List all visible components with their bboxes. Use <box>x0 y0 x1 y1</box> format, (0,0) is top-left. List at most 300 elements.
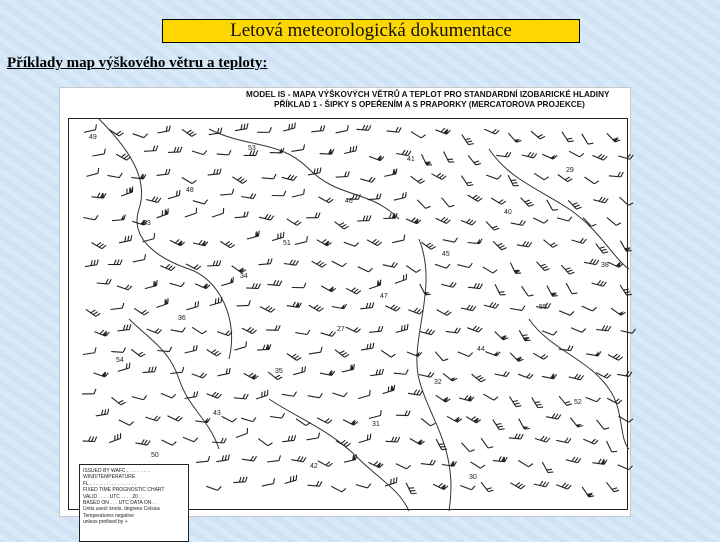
wind-barb <box>597 417 610 431</box>
wind-barb <box>569 372 584 380</box>
wind-barb <box>83 436 97 442</box>
wind-barb <box>241 192 256 199</box>
wind-barb <box>572 235 587 244</box>
wind-barb <box>593 195 608 203</box>
wind-barb <box>131 345 145 358</box>
wind-barb <box>596 368 611 379</box>
wind-barb <box>495 282 506 297</box>
temperature-label: 36 <box>178 315 186 322</box>
wind-barb <box>493 238 506 251</box>
temperature-label: 55 <box>539 304 547 311</box>
wind-barb <box>336 436 351 447</box>
wind-barb <box>396 410 410 415</box>
wind-barb <box>519 328 530 343</box>
wind-barb <box>258 435 272 447</box>
wind-barb <box>522 283 534 297</box>
wind-barb <box>396 459 411 470</box>
wind-barb <box>182 125 196 137</box>
wind-barb <box>257 344 271 350</box>
wind-barb <box>468 152 481 166</box>
wind-barb <box>532 395 543 410</box>
temperature-label: 52 <box>574 399 582 406</box>
wind-barb <box>383 168 398 176</box>
wind-barb <box>241 413 256 422</box>
wind-barb <box>358 262 373 273</box>
wind-barb <box>136 438 151 445</box>
wind-barb <box>308 480 322 486</box>
wind-barb <box>391 235 406 243</box>
wind-barb <box>510 349 523 362</box>
temperature-label: 45 <box>442 251 450 258</box>
wind-barb <box>335 171 349 177</box>
wind-barb <box>95 327 110 337</box>
wind-barb <box>183 208 198 217</box>
wind-barb <box>146 412 161 421</box>
wind-barb <box>193 196 208 205</box>
temperature-label: 34 <box>240 273 248 280</box>
wind-barb <box>435 260 450 269</box>
wind-barb <box>356 480 371 489</box>
wind-barb <box>411 172 425 184</box>
wind-barb <box>462 132 474 146</box>
temperature-label: 53 <box>248 145 256 152</box>
wind-barb <box>155 298 170 307</box>
wind-barb <box>406 261 420 273</box>
wind-barb <box>585 173 599 185</box>
wind-barb <box>510 478 525 489</box>
wind-barb <box>283 475 298 484</box>
wind-barb <box>207 389 222 399</box>
chart-legend-box <box>79 464 189 542</box>
temperature-label: 40 <box>504 209 512 216</box>
wind-barb <box>611 304 625 316</box>
wind-barb <box>307 167 322 174</box>
wind-barb <box>83 124 98 132</box>
wind-barb <box>144 146 158 152</box>
wind-barb <box>117 324 131 331</box>
wind-barb <box>381 385 396 394</box>
wind-barb <box>518 370 533 380</box>
wind-barb <box>381 346 395 358</box>
wind-barb <box>291 189 306 197</box>
wind-barb <box>393 274 408 283</box>
wind-barb <box>559 306 574 316</box>
wind-barb <box>233 477 247 483</box>
wind-barb <box>309 301 324 313</box>
wind-barb <box>193 238 208 246</box>
wind-barb <box>533 349 548 360</box>
wind-barb <box>618 460 633 470</box>
wind-barb <box>217 149 231 155</box>
legend-line: FIXED TIME PROGNOSTIC CHART <box>83 487 185 493</box>
wind-barb <box>147 324 162 334</box>
wind-barb <box>292 366 307 374</box>
wind-barb <box>606 479 619 493</box>
wind-barb <box>531 127 545 140</box>
wind-barb <box>234 428 249 437</box>
wind-barb <box>519 416 530 431</box>
wind-barb <box>433 480 448 491</box>
wind-barb <box>596 241 608 255</box>
wind-barb <box>317 413 332 424</box>
wind-barb <box>542 460 553 475</box>
legend-line: VALID . . . . UTC . . . . 20 . . <box>83 494 185 500</box>
wind-barb <box>335 346 349 359</box>
wind-barb <box>291 455 306 462</box>
wind-barb <box>282 172 297 181</box>
wind-barb <box>246 283 260 289</box>
wind-barb <box>542 150 557 160</box>
wind-barb <box>620 193 634 206</box>
wind-barb <box>207 345 221 357</box>
wind-barb <box>508 130 521 144</box>
wind-barb <box>94 368 109 377</box>
wind-barb <box>483 263 498 275</box>
temperature-label: 29 <box>566 167 574 174</box>
wind-barb <box>443 235 458 243</box>
wind-barb <box>607 214 621 227</box>
wind-barb <box>360 343 375 350</box>
wind-barb <box>432 169 447 180</box>
wind-barb <box>86 305 100 317</box>
temperature-label: 30 <box>469 474 477 481</box>
wind-barb <box>306 433 321 440</box>
temperature-label: 49 <box>89 134 97 141</box>
wind-barb <box>92 238 107 249</box>
wind-barb <box>257 127 271 132</box>
wind-barb <box>360 302 374 308</box>
wind-barb <box>437 305 452 316</box>
wind-barb <box>318 456 333 467</box>
wind-barb <box>308 391 323 398</box>
wind-barb <box>387 126 401 133</box>
wind-barb <box>546 412 561 420</box>
temperature-label: 48 <box>186 187 194 194</box>
wind-barb <box>216 455 231 462</box>
wind-barb <box>510 260 521 275</box>
wind-barb <box>596 325 610 332</box>
wind-barb <box>421 459 435 466</box>
wind-barb <box>534 169 548 181</box>
temperature-label: 43 <box>213 410 221 417</box>
wind-barb <box>118 235 133 243</box>
wind-barb <box>443 370 457 383</box>
wind-barb <box>192 146 207 155</box>
temperature-label: 27 <box>337 326 345 333</box>
wind-barb <box>262 173 276 179</box>
wind-barb <box>332 388 347 397</box>
wind-barb <box>522 150 537 158</box>
temperature-label: 44 <box>477 346 485 353</box>
wind-barb <box>568 197 581 211</box>
wind-temperature-map-figure <box>60 88 630 516</box>
wind-barb <box>133 129 148 138</box>
wind-barb <box>255 390 270 399</box>
wind-barb <box>484 125 499 135</box>
wind-barb <box>446 326 461 333</box>
wind-barb <box>493 417 505 431</box>
wind-barb <box>493 456 507 462</box>
wind-barb <box>341 364 356 372</box>
wind-barb <box>267 455 281 462</box>
wind-barb <box>442 195 455 209</box>
wind-barb <box>421 238 435 250</box>
wind-barb <box>332 257 347 268</box>
wind-barb <box>357 434 372 443</box>
legend-line: ISSUED BY WAFC . . . . . . . . . <box>83 468 185 474</box>
wind-barb <box>592 278 607 287</box>
wind-barb <box>586 349 601 356</box>
wind-barb <box>321 328 336 337</box>
wind-barb <box>582 302 597 312</box>
wind-barb <box>244 369 259 380</box>
wind-barb <box>607 130 620 144</box>
slide-subtitle: Příklady map výškového větru a teploty: <box>7 55 267 72</box>
temperature-label: 46 <box>345 198 353 205</box>
wind-barb <box>142 367 156 373</box>
wind-barb <box>185 301 200 310</box>
wind-barbs <box>82 123 635 499</box>
wind-barb <box>436 125 451 135</box>
wind-barb <box>510 394 522 408</box>
wind-barb <box>220 189 234 195</box>
wind-barb <box>216 368 231 376</box>
wind-barb <box>569 147 584 158</box>
wind-barb <box>82 389 96 394</box>
wind-barb <box>291 144 306 151</box>
wind-barb <box>510 304 525 311</box>
wind-barb <box>486 170 501 179</box>
wind-barb <box>192 369 207 378</box>
wind-barb <box>481 479 494 493</box>
wind-barb <box>155 208 170 217</box>
wind-barb <box>331 482 346 493</box>
wind-barb <box>542 371 557 379</box>
wind-barb <box>408 388 423 395</box>
wind-barb <box>360 174 375 183</box>
wind-barb <box>162 435 177 446</box>
wind-barb <box>120 187 135 196</box>
wind-barb <box>517 240 532 247</box>
temperature-label: 38 <box>601 262 609 269</box>
wind-barb <box>609 171 623 177</box>
wind-barb <box>368 410 383 418</box>
wind-barb <box>369 326 383 332</box>
wind-barb <box>287 349 301 361</box>
wind-barb <box>393 192 408 200</box>
wind-barb <box>117 281 132 290</box>
wind-barb <box>270 412 285 419</box>
wind-barb <box>556 435 571 443</box>
wind-barb <box>112 393 126 406</box>
temperature-label: 51 <box>283 240 291 247</box>
temperature-label: 31 <box>372 421 380 428</box>
wind-barb <box>220 277 235 286</box>
wind-barb <box>319 193 334 204</box>
temperature-label: 54 <box>116 357 124 364</box>
wind-barb <box>343 415 358 426</box>
wind-barb <box>511 218 526 226</box>
wind-barb <box>481 435 493 449</box>
wind-barb <box>320 149 334 155</box>
wind-barb <box>607 439 618 454</box>
wind-barb <box>394 324 409 332</box>
wind-barb <box>161 389 176 399</box>
wind-barb <box>570 415 583 429</box>
wind-barb <box>346 284 361 295</box>
wind-barb <box>236 300 250 306</box>
wind-barb <box>183 433 198 443</box>
wind-barb <box>167 190 182 199</box>
wind-barb <box>234 393 248 399</box>
wind-barb <box>384 477 399 486</box>
legend-line: unless prefixed by + <box>83 519 185 525</box>
wind-barb <box>282 123 297 131</box>
wind-barb <box>583 435 598 445</box>
wind-barb <box>335 218 349 231</box>
wind-barb <box>168 411 183 422</box>
wind-barb <box>367 194 381 200</box>
wind-barb <box>561 262 574 276</box>
wind-barb <box>547 197 558 212</box>
wind-barb <box>116 150 131 161</box>
legend-line: Temperatures negative <box>83 513 185 519</box>
map-heading-line-1: MODEL IS - MAPA VÝŠKOVÝCH VĚTRŮ A TEPLOT PRO STANDARDNÍ IZOBARICKÉ HLADINY <box>246 90 630 100</box>
wind-barb <box>196 456 210 462</box>
wind-barb <box>617 369 632 376</box>
wind-barb <box>170 278 185 287</box>
wind-barb <box>470 458 484 470</box>
wind-barb <box>436 391 450 403</box>
map-area <box>68 118 628 510</box>
wind-barb <box>367 235 382 246</box>
wind-barb <box>483 390 498 401</box>
wind-barb <box>383 213 397 218</box>
wind-barb <box>368 458 383 469</box>
wind-barb <box>170 236 185 247</box>
wind-barb <box>621 326 636 334</box>
wind-barb <box>282 389 297 396</box>
wind-barb <box>134 304 148 316</box>
wind-barb <box>210 208 225 217</box>
wind-barb <box>344 238 359 248</box>
wind-barb <box>459 393 474 401</box>
legend-line: BASED ON . . . UTC DATA ON . . <box>83 500 185 506</box>
wind-barb <box>518 456 533 468</box>
wind-barb <box>544 236 558 249</box>
wind-barb <box>383 260 398 268</box>
wind-barb <box>220 237 234 249</box>
wind-barb <box>332 302 347 310</box>
wind-barb <box>294 236 309 244</box>
wind-barb <box>107 433 122 442</box>
wind-barb <box>436 214 451 225</box>
wind-barb <box>170 367 184 374</box>
wind-barb <box>461 303 476 311</box>
wind-barb <box>496 150 511 157</box>
wind-barb <box>620 282 632 297</box>
wind-barb <box>521 194 534 208</box>
wind-barb <box>308 347 323 354</box>
wind-barb <box>566 281 577 296</box>
wind-barb <box>468 282 482 289</box>
wind-barb <box>111 347 125 353</box>
wind-barb <box>608 258 623 268</box>
temperature-label: 50 <box>151 452 159 459</box>
wind-barb <box>233 341 248 350</box>
wind-barb <box>557 213 572 221</box>
wind-barb <box>272 191 286 196</box>
wind-barb <box>571 323 586 333</box>
wind-barb <box>608 350 623 361</box>
wind-barb <box>292 283 306 288</box>
wind-barb <box>287 301 302 308</box>
wind-barb <box>468 191 483 203</box>
wind-barb <box>95 409 110 416</box>
wind-barb <box>306 213 320 218</box>
wind-barb <box>369 152 384 162</box>
wind-barb <box>592 458 607 465</box>
wind-barb <box>217 327 232 336</box>
wind-barb <box>370 369 385 376</box>
wind-barb <box>317 235 332 246</box>
wind-barb <box>132 392 147 400</box>
wind-barb <box>232 262 246 274</box>
wind-barb <box>534 479 549 487</box>
wind-barb <box>119 415 134 426</box>
wind-barb <box>183 345 198 353</box>
wind-barb <box>386 436 400 442</box>
wind-barb <box>242 324 257 335</box>
wind-barb <box>420 327 435 336</box>
map-heading-line-2: PŘÍKLAD 1 - ŠIPKY S OPEŘENÍM A S PRAPORKY (MERCATOROVA PROJEKCE) <box>246 100 630 110</box>
map-heading <box>240 88 630 118</box>
wind-barb <box>234 212 248 218</box>
wind-barb <box>586 393 601 403</box>
wind-barb <box>246 231 261 239</box>
wind-barb <box>261 478 276 486</box>
wind-barb <box>259 212 274 220</box>
wind-barb <box>485 347 500 357</box>
wind-barb <box>462 439 475 453</box>
wind-barb <box>537 258 550 272</box>
wind-barb-map <box>69 119 629 511</box>
wind-barb <box>222 412 237 423</box>
wind-barb <box>406 481 417 496</box>
wind-barb <box>83 213 98 221</box>
wind-barb <box>108 170 123 177</box>
wind-barb <box>357 215 371 221</box>
wind-barb <box>182 173 197 185</box>
temperature-label: 47 <box>380 293 388 300</box>
wind-barb <box>533 213 548 224</box>
wind-barb <box>295 328 310 335</box>
wind-barb <box>258 259 272 265</box>
wind-barb <box>92 192 106 198</box>
wind-barb <box>207 169 221 175</box>
wind-barb <box>144 280 159 288</box>
wind-barb <box>422 152 433 167</box>
wind-barb <box>484 300 499 308</box>
wind-barb <box>82 348 97 355</box>
temperature-label: 33 <box>143 220 151 227</box>
wind-barb <box>408 305 423 315</box>
wind-barb <box>407 347 422 357</box>
wind-barb <box>447 412 462 423</box>
wind-barb <box>396 149 411 156</box>
wind-barb <box>171 325 186 333</box>
wind-barb <box>242 454 257 461</box>
